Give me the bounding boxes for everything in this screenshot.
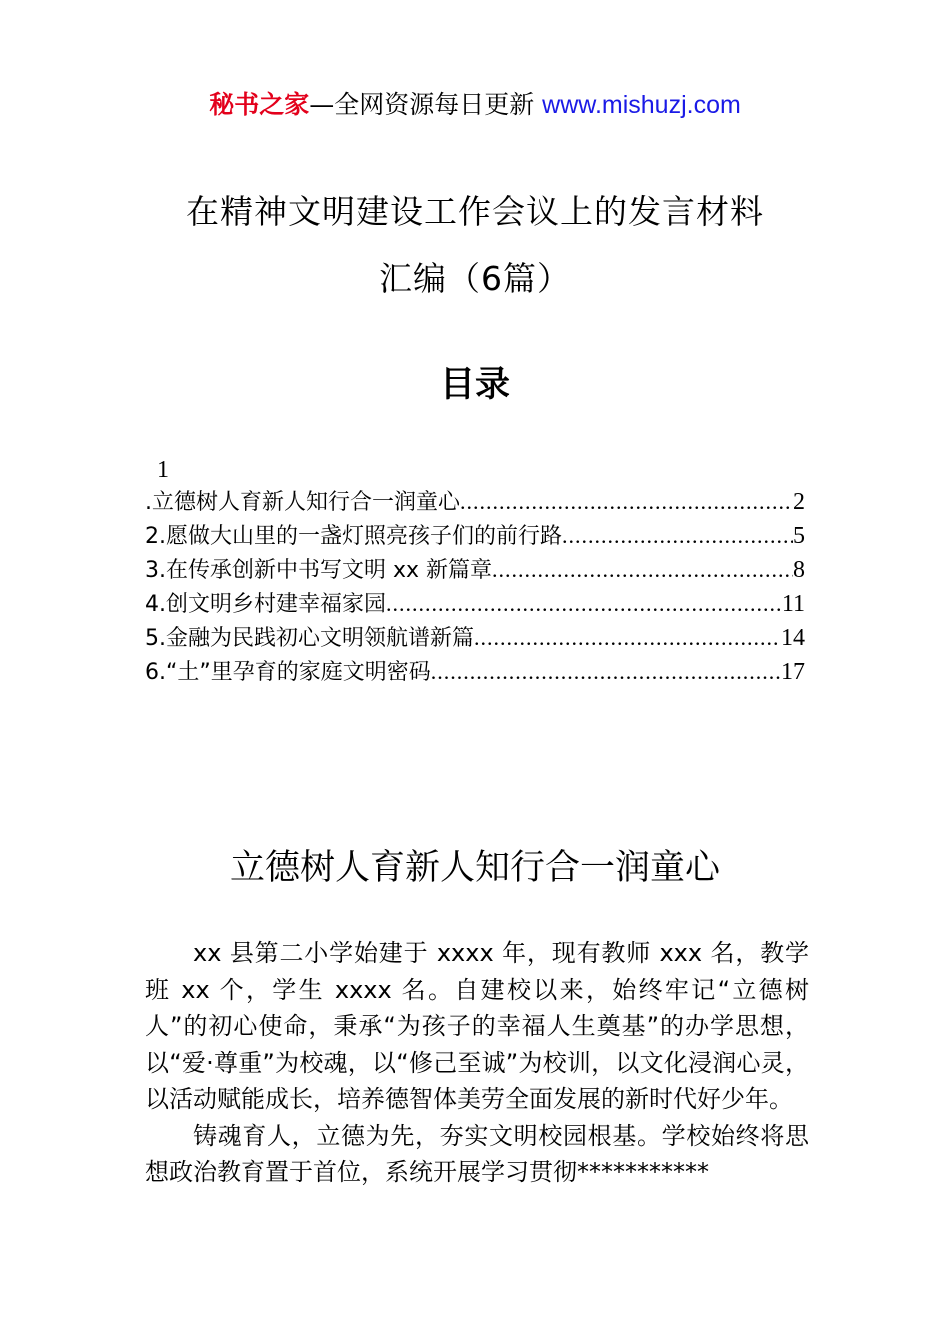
toc-item[interactable] bbox=[145, 587, 805, 621]
toc-item[interactable] bbox=[145, 621, 805, 655]
section-title: 立德树人育新人知行合一润童心 bbox=[229, 848, 720, 888]
toc-leader-dots bbox=[386, 587, 782, 621]
toc-heading: 目录 bbox=[439, 365, 510, 405]
body-paragraph: xx 县第二小学始建于 xxxx 年，现有教师 xxx 名，教学班 xx 个，学生 xxxx 名。自建校以来，始终牢记“立德树人”的初心使命，秉承“为孩子的幸福人生奠基”的办学思想，以“爱·尊重”为校魂，以“修己至诚”为校训，以文化浸润心灵，以活动赋能成长，培养德智体美劳全面发展的新时代好少年。 bbox=[145, 939, 809, 1113]
toc-item-title: 2.愿做大山里的一盏灯照亮孩子们的前行路 bbox=[145, 524, 562, 549]
site-url-link[interactable]: www.mishuzj.com bbox=[542, 91, 741, 119]
toc-item[interactable] bbox=[145, 553, 805, 587]
toc-item-page: 8 bbox=[793, 557, 805, 583]
toc-item-page: 5 bbox=[793, 523, 805, 549]
toc-item-page: 2 bbox=[793, 489, 805, 515]
section-body bbox=[145, 935, 809, 1191]
toc-leader-dots bbox=[492, 553, 793, 587]
toc-item-page: 11 bbox=[781, 591, 805, 617]
toc-leader-dots bbox=[460, 485, 793, 519]
toc-item-page: 14 bbox=[781, 625, 805, 651]
document-title-line1: 在精神文明建设工作会议上的发言材料 bbox=[186, 192, 764, 231]
toc-item[interactable] bbox=[145, 655, 805, 689]
toc-leader-dots bbox=[474, 621, 781, 655]
toc-item-title: 4.创文明乡村建幸福家园 bbox=[145, 592, 386, 617]
site-brand: 秘书之家 bbox=[209, 90, 310, 119]
toc-item-title: 6.“土”里孕育的家庭文明密码 bbox=[145, 660, 431, 685]
toc-item-page: 17 bbox=[781, 659, 805, 685]
document-title-line2: 汇编（6篇） bbox=[379, 259, 571, 298]
toc-item[interactable] bbox=[145, 519, 805, 553]
table-of-contents bbox=[145, 455, 805, 689]
toc-leader-dots bbox=[431, 655, 781, 689]
toc-item[interactable] bbox=[145, 485, 805, 519]
toc-item-title: 5.金融为民践初心文明领航谱新篇 bbox=[145, 626, 474, 651]
toc-item-title: 3.在传承创新中书写文明 xx 新篇章 bbox=[145, 558, 493, 583]
body-paragraph: 铸魂育人，立德为先，夯实文明校园根基。学校始终将思想政治教育置于首位，系统开展学习贯彻*********** bbox=[145, 1121, 809, 1186]
toc-leader-dots bbox=[562, 519, 793, 553]
site-slogan: —全网资源每日更新 bbox=[309, 90, 543, 119]
toc-first-number: 1 bbox=[157, 457, 169, 483]
site-header bbox=[0, 88, 950, 122]
toc-item-title: .立德树人育新人知行合一润童心 bbox=[145, 490, 460, 515]
